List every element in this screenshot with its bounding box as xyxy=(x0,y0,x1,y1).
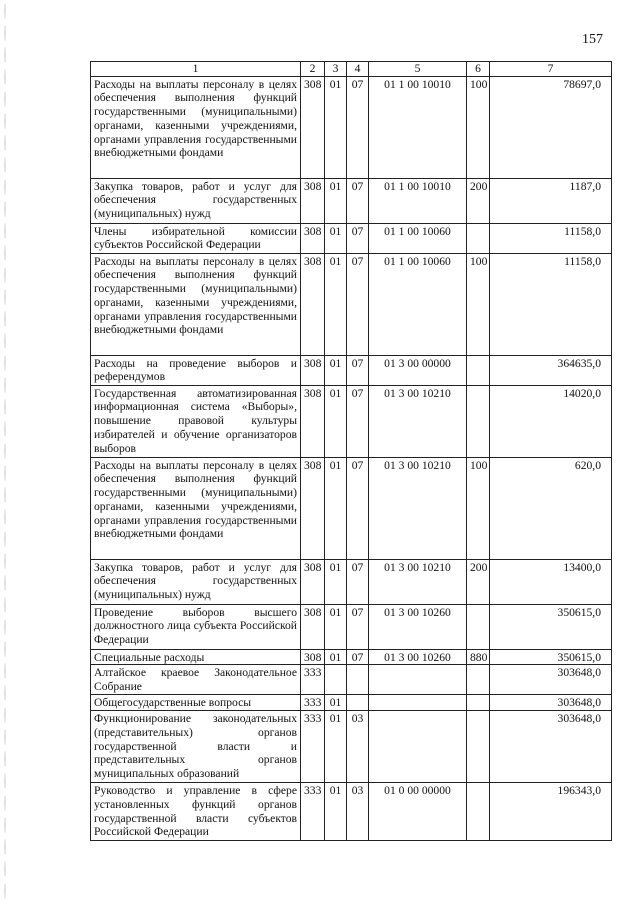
budget-table xyxy=(90,61,612,841)
row-section: 01 xyxy=(325,178,347,223)
row-subsection: 07 xyxy=(347,457,369,559)
row-subsection: 07 xyxy=(347,649,369,665)
row-kind xyxy=(467,665,490,695)
row-subsection: 07 xyxy=(347,178,369,223)
row-subsection xyxy=(347,695,369,711)
row-article: 01 1 00 10010 xyxy=(369,76,467,178)
row-name: Расходы на выплаты персоналу в целях обеспечения выполнения функций государственными (муниципальными) органами, казенными учреждениями, органами управления государственными внебюджетными фондами xyxy=(91,76,301,178)
row-subsection: 07 xyxy=(347,223,369,253)
table-row xyxy=(91,355,612,385)
table-header-row xyxy=(91,62,612,77)
row-subsection: 07 xyxy=(347,76,369,178)
row-sum: 1187,0 xyxy=(490,178,612,223)
header-col-6: 6 xyxy=(467,62,490,77)
row-article: 01 1 00 10060 xyxy=(369,223,467,253)
row-article: 01 3 00 10210 xyxy=(369,457,467,559)
header-col-3: 3 xyxy=(325,62,347,77)
page-number: 157 xyxy=(582,32,603,47)
table-row xyxy=(91,76,612,178)
row-section: 01 xyxy=(325,223,347,253)
table-row xyxy=(91,253,612,355)
row-sum: 78697,0 xyxy=(490,76,612,178)
row-section: 01 xyxy=(325,711,347,783)
row-subsection: 03 xyxy=(347,783,369,841)
row-section xyxy=(325,665,347,695)
row-code: 308 xyxy=(301,253,325,355)
row-sum: 364635,0 xyxy=(490,355,612,385)
row-section: 01 xyxy=(325,783,347,841)
row-section: 01 xyxy=(325,76,347,178)
row-kind xyxy=(467,385,490,457)
row-kind: 100 xyxy=(467,76,490,178)
row-sum: 303648,0 xyxy=(490,695,612,711)
table-row xyxy=(91,649,612,665)
header-col-7: 7 xyxy=(490,62,612,77)
table-row xyxy=(91,178,612,223)
row-kind xyxy=(467,223,490,253)
row-kind: 200 xyxy=(467,559,490,604)
row-sum: 13400,0 xyxy=(490,559,612,604)
row-article: 01 0 00 00000 xyxy=(369,783,467,841)
row-name: Члены избирательной комиссии субъектов Российской Федерации xyxy=(91,223,301,253)
row-name: Государственная автоматизированная информационная система «Выборы», повышение правовой культуры избирателей и обучение организаторов выборов xyxy=(91,385,301,457)
row-sum: 11158,0 xyxy=(490,253,612,355)
row-article xyxy=(369,695,467,711)
row-section: 01 xyxy=(325,604,347,649)
row-name: Расходы на выплаты персоналу в целях обеспечения выполнения функций государственными (муниципальными) органами, казенными учреждениями, органами управления государственными внебюджетными фондами xyxy=(91,457,301,559)
row-name: Специальные расходы xyxy=(91,649,301,665)
row-code: 308 xyxy=(301,604,325,649)
table-row xyxy=(91,665,612,695)
row-sum: 303648,0 xyxy=(490,665,612,695)
table-row xyxy=(91,695,612,711)
row-article xyxy=(369,711,467,783)
row-code: 333 xyxy=(301,711,325,783)
row-sum: 620,0 xyxy=(490,457,612,559)
row-article: 01 1 00 10010 xyxy=(369,178,467,223)
row-article: 01 3 00 10260 xyxy=(369,604,467,649)
scan-edge xyxy=(4,0,6,904)
row-kind: 100 xyxy=(467,253,490,355)
row-kind: 100 xyxy=(467,457,490,559)
row-code: 308 xyxy=(301,385,325,457)
table-row xyxy=(91,385,612,457)
row-section: 01 xyxy=(325,253,347,355)
row-code: 333 xyxy=(301,783,325,841)
row-code: 308 xyxy=(301,355,325,385)
table-row xyxy=(91,783,612,841)
table-row xyxy=(91,457,612,559)
row-code: 308 xyxy=(301,457,325,559)
row-code: 308 xyxy=(301,178,325,223)
row-sum: 350615,0 xyxy=(490,649,612,665)
row-name: Закупка товаров, работ и услуг для обеспечения государственных (муниципальных) нужд xyxy=(91,559,301,604)
row-kind xyxy=(467,355,490,385)
row-kind: 880 xyxy=(467,649,490,665)
row-sum: 11158,0 xyxy=(490,223,612,253)
table-row xyxy=(91,559,612,604)
header-col-5: 5 xyxy=(369,62,467,77)
row-article: 01 3 00 10210 xyxy=(369,385,467,457)
row-name: Функционирование законодательных (представительных) органов государственной власти и представительных органов муниципальных образований xyxy=(91,711,301,783)
row-code: 333 xyxy=(301,665,325,695)
row-code: 308 xyxy=(301,76,325,178)
row-subsection: 07 xyxy=(347,559,369,604)
row-subsection: 07 xyxy=(347,385,369,457)
table-row xyxy=(91,223,612,253)
row-section: 01 xyxy=(325,695,347,711)
row-subsection: 07 xyxy=(347,604,369,649)
row-name: Расходы на выплаты персоналу в целях обеспечения выполнения функций государственными (муниципальными) органами, казенными учреждениями, органами управления государственными внебюджетными фондами xyxy=(91,253,301,355)
header-col-4: 4 xyxy=(347,62,369,77)
row-article xyxy=(369,665,467,695)
row-subsection: 07 xyxy=(347,253,369,355)
row-article: 01 1 00 10060 xyxy=(369,253,467,355)
row-name: Общегосударственные вопросы xyxy=(91,695,301,711)
row-article: 01 3 00 00000 xyxy=(369,355,467,385)
row-code: 308 xyxy=(301,559,325,604)
row-section: 01 xyxy=(325,457,347,559)
row-subsection: 07 xyxy=(347,355,369,385)
row-sum: 350615,0 xyxy=(490,604,612,649)
row-article: 01 3 00 10260 xyxy=(369,649,467,665)
row-sum: 303648,0 xyxy=(490,711,612,783)
row-section: 01 xyxy=(325,355,347,385)
table-row xyxy=(91,711,612,783)
row-code: 308 xyxy=(301,649,325,665)
row-section: 01 xyxy=(325,649,347,665)
row-name: Расходы на проведение выборов и референдумов xyxy=(91,355,301,385)
row-kind xyxy=(467,711,490,783)
header-col-2: 2 xyxy=(301,62,325,77)
row-subsection: 03 xyxy=(347,711,369,783)
row-article: 01 3 00 10210 xyxy=(369,559,467,604)
row-kind xyxy=(467,783,490,841)
row-code: 333 xyxy=(301,695,325,711)
row-name: Проведение выборов высшего должностного лица субъекта Российской Федерации xyxy=(91,604,301,649)
row-section: 01 xyxy=(325,385,347,457)
row-code: 308 xyxy=(301,223,325,253)
row-kind xyxy=(467,604,490,649)
row-sum: 14020,0 xyxy=(490,385,612,457)
row-name: Закупка товаров, работ и услуг для обеспечения государственных (муниципальных) нужд xyxy=(91,178,301,223)
table-row xyxy=(91,604,612,649)
row-sum: 196343,0 xyxy=(490,783,612,841)
row-subsection xyxy=(347,665,369,695)
row-name: Руководство и управление в сфере установленных функций органов государственной власти субъектов Российской Федерации xyxy=(91,783,301,841)
header-col-1: 1 xyxy=(91,62,301,77)
row-kind xyxy=(467,695,490,711)
row-section: 01 xyxy=(325,559,347,604)
row-kind: 200 xyxy=(467,178,490,223)
row-name: Алтайское краевое Законодательное Собрание xyxy=(91,665,301,695)
